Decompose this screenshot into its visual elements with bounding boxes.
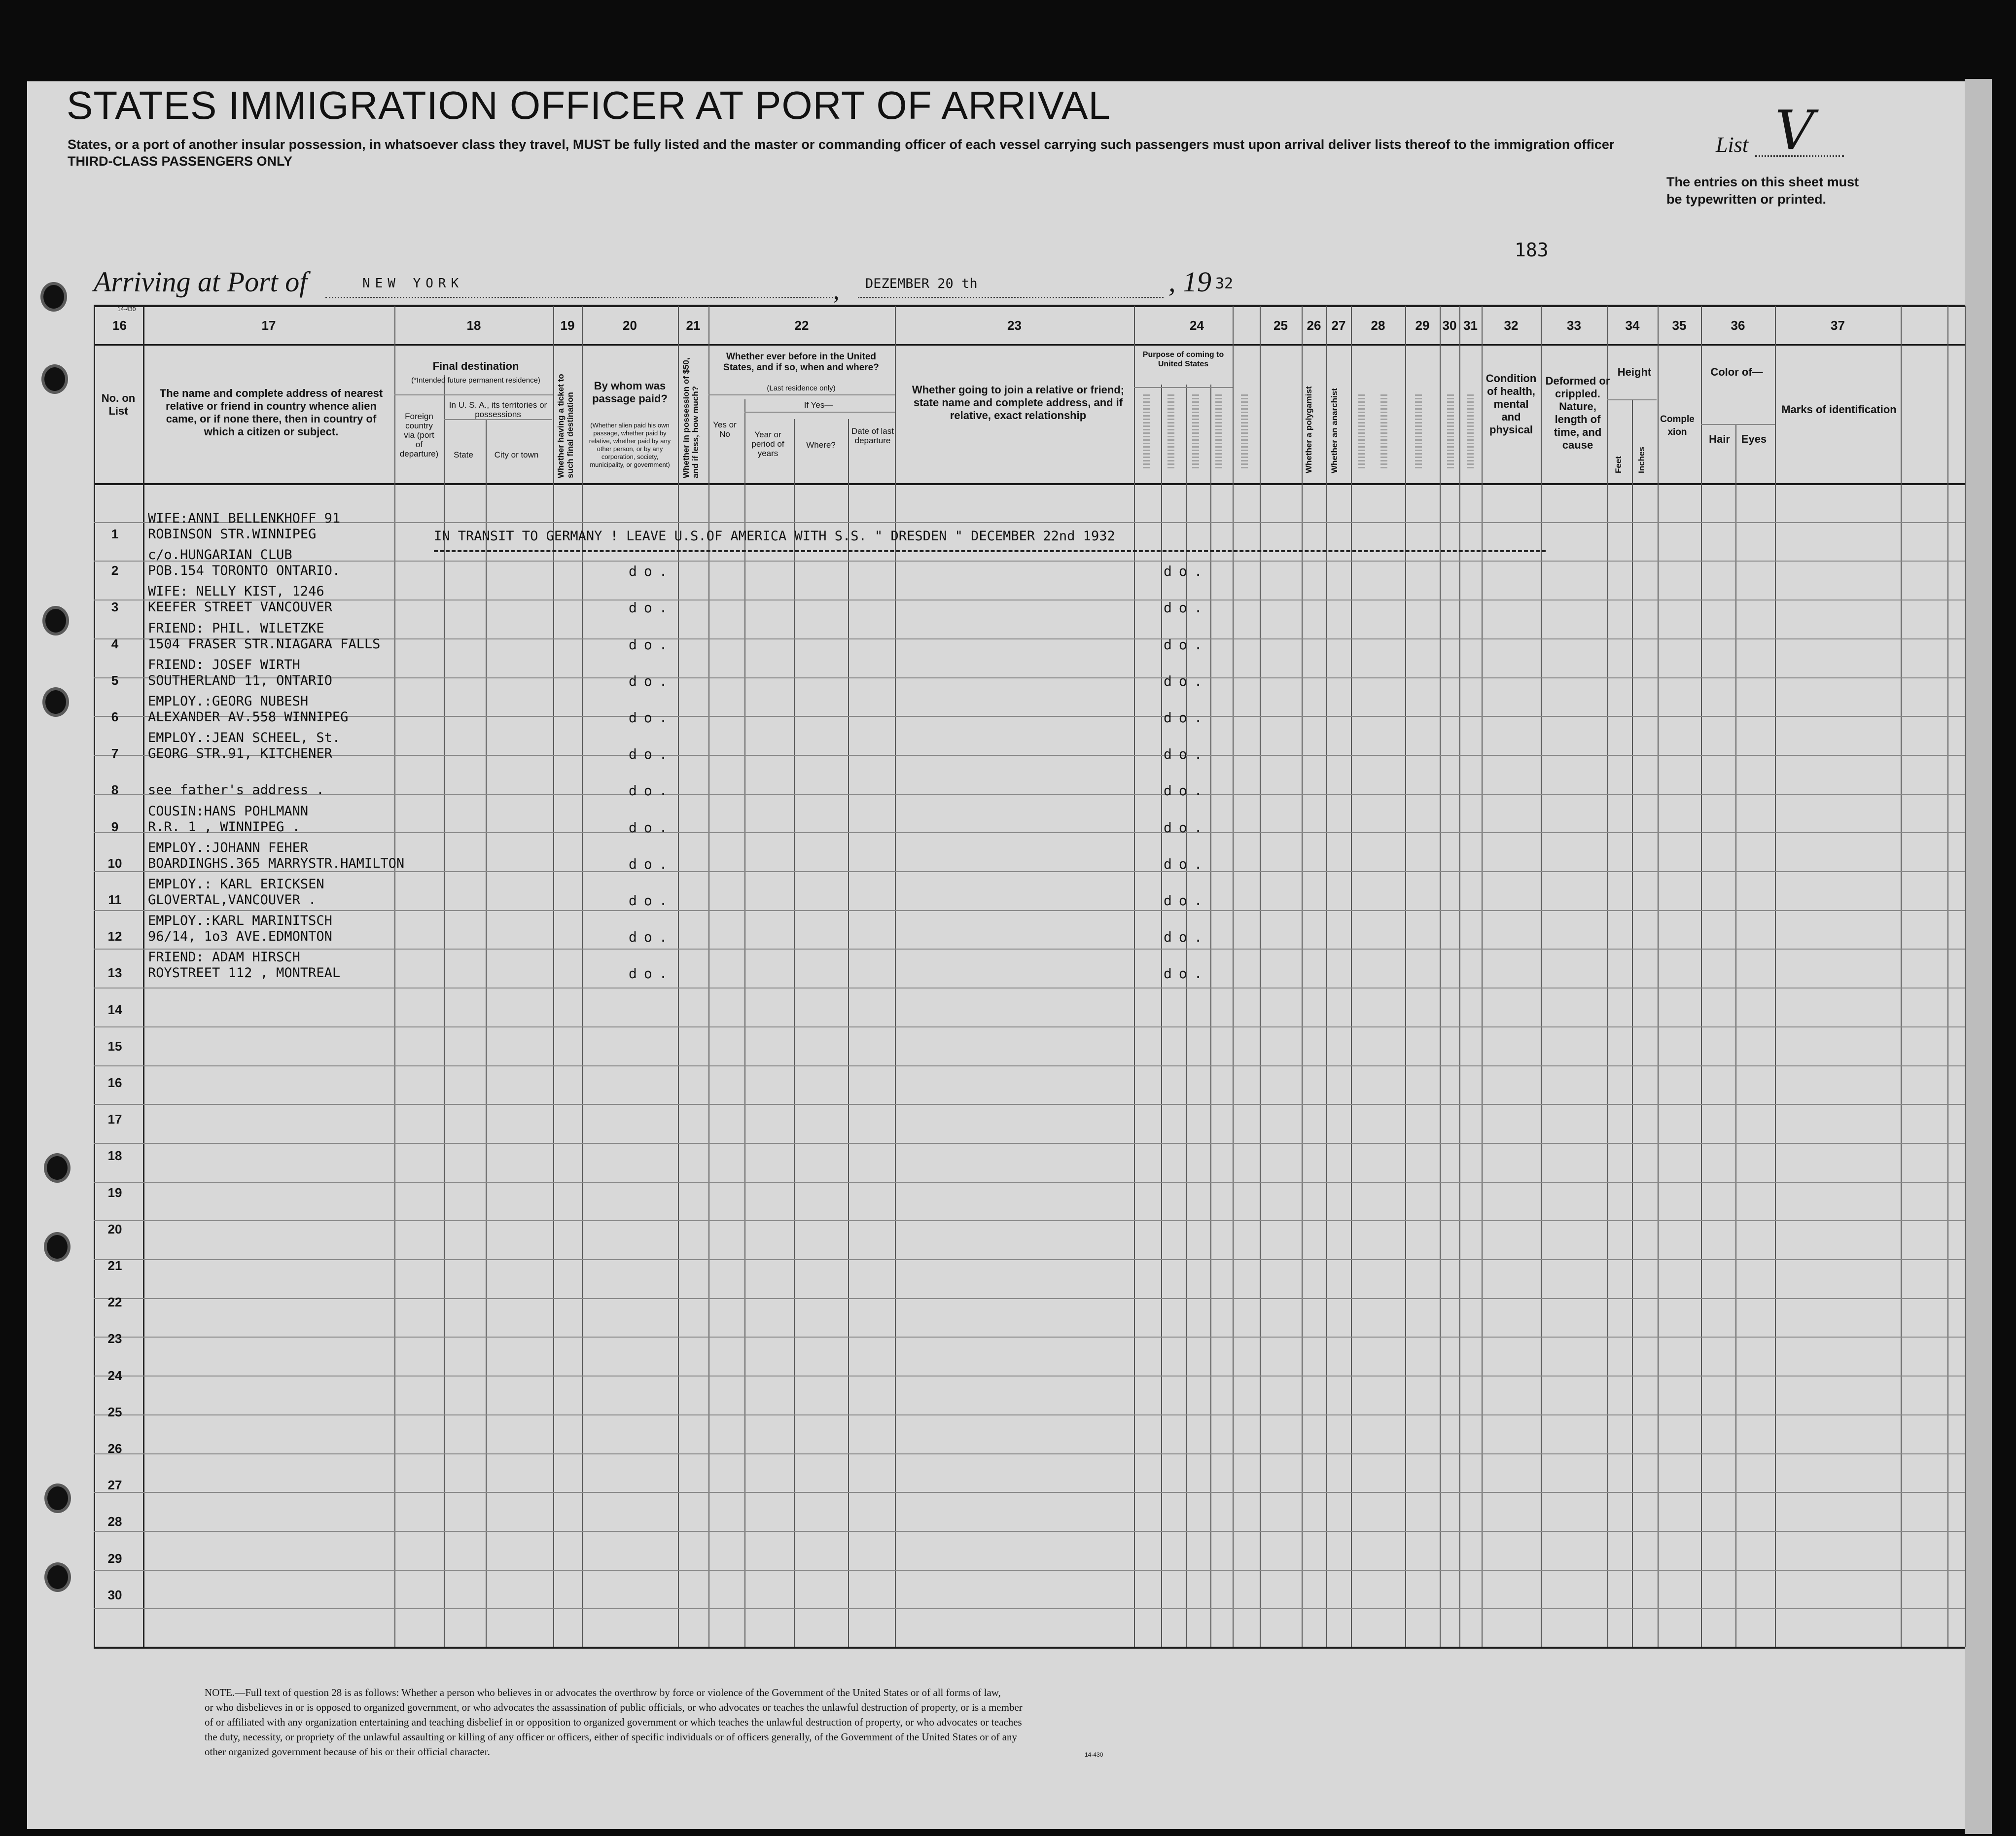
relative-address-line: SOUTHERLAND 11, ONTARIO [148, 672, 332, 688]
row-rule [94, 1570, 1965, 1571]
relative-address-line: 1504 FRASER STR.NIAGARA FALLS [148, 636, 381, 652]
question-text-stub [1415, 394, 1422, 468]
row-rule [94, 522, 1965, 523]
punch-hole-icon [44, 367, 65, 391]
row-number: 24 [107, 1368, 122, 1383]
col22-years: Year or period of years [751, 430, 784, 458]
row-rule [94, 988, 1965, 989]
sub-column-rule [444, 375, 445, 1647]
year-prefix-text: 19 [1183, 266, 1211, 298]
passenger-class: THIRD-CLASS PASSENGERS ONLY [68, 154, 293, 169]
table-top-rule [94, 305, 1965, 307]
ditto-mark: do. [1164, 929, 1209, 946]
ditto-mark: do. [1164, 746, 1209, 763]
ditto-mark: do. [629, 600, 674, 616]
list-number: V [1775, 99, 1814, 162]
row-rule [94, 1104, 1965, 1105]
column-number: 23 [1007, 318, 1022, 333]
col18-state: State [454, 450, 473, 459]
col27-header: Whether an anarchist [1330, 388, 1339, 473]
port-value: NEW YORK [362, 276, 464, 291]
col22-ifyes: If Yes— [804, 400, 833, 410]
row-number: 6 [111, 709, 119, 724]
row-rule [94, 1182, 1965, 1183]
ditto-mark: do. [1164, 965, 1209, 982]
sub-column-rule [486, 419, 487, 1647]
col34-inches: Inches [1637, 447, 1646, 473]
arriving-label: Arriving at Port of [94, 266, 308, 298]
row-number: 10 [107, 855, 122, 871]
row-number: 20 [107, 1221, 122, 1236]
row-rule [94, 1376, 1965, 1377]
column-number: 30 [1442, 318, 1457, 333]
column-rule [394, 306, 395, 1647]
col16-header: No. on List [101, 392, 136, 417]
header-sub-rule [1134, 387, 1233, 388]
relative-address-line: c/o.HUNGARIAN CLUB [148, 547, 292, 563]
date-value: DEZEMBER 20 th [865, 276, 978, 291]
row-number: 18 [107, 1148, 122, 1164]
col22-yesno: Yes or No [713, 420, 737, 439]
column-rule [553, 306, 554, 1647]
column-rule [1607, 306, 1608, 1647]
col22-where: Where? [806, 440, 836, 450]
footnote: NOTE.—Full text of question 28 is as follows: Whether a person who believes in or advocates the overthrow by force or violence of the Government of the United States or of all forms of law, or who disbelieves in or is opposed to organized government, or who advocates the assassination of public officials, or who advocates or teaches the unlawful destruction of property, or is a member of or affiliated with any organization entertaining and teaching disbelief in or opposition to organized government or which teaches the unlawful destruction of property, or who advocates or teaches the duty, necessity, or propriety of the unlawful assaulting or killing of any officer or officers, either of specific individuals or of officers generally, of the Government of the United States or of any other organized government because of his or their official character. [205, 1687, 1023, 1758]
column-rule [582, 306, 583, 1647]
relative-address-line: EMPLOY.:GEORG NUBESH [148, 694, 309, 709]
relative-address-line: EMPLOY.:JOHANN FEHER [148, 840, 309, 855]
relative-address-line: see father's address . [148, 782, 324, 798]
row-rule [94, 871, 1965, 872]
relative-address-line: ROYSTREET 112 , MONTREAL [148, 965, 341, 981]
col22-date: Date of last departure [851, 426, 894, 445]
column-rule [143, 306, 144, 1647]
row-rule [94, 677, 1965, 678]
row-rule [94, 910, 1965, 911]
row-rule [94, 949, 1965, 950]
relative-address-line: GLOVERTAL,VANCOUVER . [148, 892, 317, 908]
row-rule [94, 1414, 1965, 1415]
column-number: 26 [1307, 318, 1321, 333]
question-text-stub [1358, 394, 1365, 468]
punch-hole-icon [47, 1235, 68, 1259]
page-title: STATES IMMIGRATION OFFICER AT PORT OF ARRIVAL [67, 83, 1111, 127]
row-rule [94, 1453, 1965, 1454]
row-number: 29 [107, 1551, 122, 1566]
row-number: 26 [107, 1441, 122, 1456]
column-rule [1901, 306, 1902, 1647]
col37-header: Marks of identification [1781, 403, 1897, 416]
ditto-mark: do. [1164, 672, 1209, 689]
relative-address-line: GEORG STR.91, KITCHENER [148, 746, 332, 762]
column-rule [1351, 306, 1352, 1647]
col22-header: Whether ever before in the United States, and if so, when and where? [723, 352, 879, 373]
colnum-rule [94, 344, 1965, 346]
column-rule [1233, 306, 1234, 1647]
col36-header: Color of— [1710, 366, 1763, 378]
column-number: 17 [261, 318, 276, 333]
row-rule [94, 1259, 1965, 1260]
column-number: 31 [1463, 318, 1478, 333]
header-bottom-rule [94, 483, 1965, 485]
row-rule [94, 1337, 1965, 1338]
question-text-stub [1380, 394, 1387, 468]
row-number: 7 [111, 746, 119, 761]
column-rule [1440, 306, 1441, 1647]
col20-note: (Whether alien paid his own passage, whether paid by relative, whether paid by any other person, or by any corporation, society, municipality, or government) [589, 422, 671, 468]
row-rule [94, 1026, 1965, 1027]
col22-note: (Last residence only) [767, 384, 836, 392]
row-number: 22 [107, 1295, 122, 1310]
row-rule [94, 794, 1965, 795]
column-number: 32 [1504, 318, 1519, 333]
relative-address-line: WIFE: NELLY KIST, 1246 [148, 584, 324, 600]
column-number: 34 [1625, 318, 1640, 333]
col19-header: Whether having a ticket to such final destination [556, 374, 575, 478]
header-sub-rule [444, 419, 552, 420]
question-text-stub [1167, 394, 1174, 468]
column-rule [1658, 306, 1659, 1647]
row-rule [94, 1298, 1965, 1299]
column-number: 16 [112, 318, 127, 333]
row-rule [94, 1143, 1965, 1144]
ditto-mark: do. [1164, 636, 1209, 653]
ditto-mark: do. [629, 563, 674, 580]
ditto-mark: do. [1164, 782, 1209, 799]
ditto-mark: do. [629, 929, 674, 946]
column-rule [1326, 306, 1327, 1647]
punch-hole-icon [47, 1486, 68, 1510]
row-number: 21 [107, 1258, 122, 1273]
punch-hole-icon [43, 285, 64, 309]
transit-underline [434, 550, 1546, 552]
header-sub-rule [1607, 399, 1657, 400]
header-sub-rule [1701, 424, 1775, 425]
header-sub-rule [394, 394, 553, 395]
sub-column-rule [1735, 424, 1736, 1647]
ditto-mark: do. [1164, 600, 1209, 616]
ditto-mark: do. [629, 819, 674, 836]
row-rule [94, 1065, 1965, 1066]
year-prefix: , 19 [1168, 266, 1211, 298]
ditto-mark: do. [1164, 563, 1209, 580]
date-line [858, 297, 1164, 298]
col36-eyes: Eyes [1741, 433, 1767, 445]
col34-header: Height [1617, 366, 1652, 378]
punch-hole-icon [47, 1156, 68, 1180]
row-rule [94, 561, 1965, 562]
row-number: 16 [107, 1075, 122, 1090]
header-sub-rule [708, 394, 895, 395]
col26-header: Whether a polygamist [1304, 386, 1313, 473]
col18-header: Final destination [432, 360, 519, 372]
column-number: 24 [1190, 318, 1204, 333]
row-number: 2 [111, 563, 119, 578]
relative-address-line: EMPLOY.:JEAN SCHEEL, St. [148, 730, 341, 746]
row-rule [94, 1492, 1965, 1493]
col20-header: By whom was passage paid? [592, 380, 668, 405]
row-rule [94, 1531, 1965, 1532]
subtitle: States, or a port of another insular possession, in whatsoever class they travel, MUST be fully listed and the master or commanding officer of each vessel carrying such passengers must upon arrival deliver lists thereof to the immigration officer [68, 137, 1615, 152]
entries-note-line: The entries on this sheet must [1666, 175, 1859, 189]
col36-hair: Hair [1709, 433, 1730, 445]
row-rule [94, 1220, 1965, 1221]
col34-feet: Feet [1614, 456, 1623, 473]
form-code: 14-430 [117, 306, 136, 313]
column-rule [1134, 306, 1135, 1647]
column-number: 19 [560, 318, 575, 333]
row-number: 9 [111, 819, 119, 834]
row-number: 1 [111, 527, 119, 541]
row-number: 19 [107, 1185, 122, 1200]
row-number: 12 [107, 929, 122, 944]
punch-hole-icon [45, 609, 66, 633]
col18-city: City or town [494, 450, 539, 459]
relative-address-line: COUSIN:HANS POHLMANN [148, 803, 309, 819]
relative-address-line: ALEXANDER AV.558 WINNIPEG [148, 709, 349, 725]
col17-header: The name and complete address of nearest relative or friend in country whence alien came, or if none there, then in country of which a citizen or subject. [159, 387, 383, 438]
ditto-mark: do. [629, 855, 674, 872]
relative-address-line: R.R. 1 , WINNIPEG . [148, 819, 300, 835]
relative-address-line: EMPLOY.: KARL ERICKSEN [148, 877, 324, 892]
column-rule [1541, 306, 1542, 1647]
column-rule [678, 306, 679, 1647]
col32-header: Condition of health, mental and physical [1485, 372, 1537, 436]
column-rule [1965, 306, 1966, 1647]
column-rule [1260, 306, 1261, 1647]
transit-note: IN TRANSIT TO GERMANY ! LEAVE U.S.OF AMERICA WITH S.S. " DRESDEN " DECEMBER 22nd 1932 [434, 529, 1115, 544]
sub-column-rule [1632, 399, 1633, 1647]
col18-foreign: Foreign country via (port of departure) [399, 412, 439, 459]
question-text-stub [1467, 394, 1474, 468]
port-line [325, 297, 833, 298]
column-number: 22 [794, 318, 809, 333]
relative-address-line: WIFE:ANNI BELLENKHOFF 91 [148, 511, 341, 526]
sheet-number: 183 [1515, 239, 1549, 261]
row-number: 27 [107, 1478, 122, 1493]
sub-column-rule [848, 419, 849, 1647]
ditto-mark: do. [629, 746, 674, 763]
form-code-bottom: 14-430 [1085, 1751, 1103, 1758]
row-number: 25 [107, 1404, 122, 1419]
sub-column-rule [1210, 385, 1211, 1647]
row-number: 23 [107, 1331, 122, 1346]
relative-address-line: 96/14, 1o3 AVE.EDMONTON [148, 929, 332, 945]
question-text-stub [1241, 394, 1248, 468]
row-number: 4 [111, 636, 119, 651]
year-suffix: 32 [1215, 275, 1234, 292]
row-number: 13 [107, 965, 122, 981]
ditto-mark: do. [629, 636, 674, 653]
ditto-mark: do. [1164, 892, 1209, 909]
row-number: 3 [111, 600, 119, 615]
row-rule [94, 832, 1965, 833]
sub-column-rule [794, 419, 795, 1647]
column-number: 36 [1731, 318, 1745, 333]
header-sub-rule [744, 412, 895, 413]
col18-note: (*Intended future permanent residence) [411, 376, 540, 385]
relative-address-line: POB.154 TORONTO ONTARIO. [148, 563, 341, 579]
ditto-mark: do. [629, 965, 674, 982]
column-number: 37 [1831, 318, 1845, 333]
ditto-mark: do. [1164, 819, 1209, 836]
row-rule [94, 716, 1965, 717]
column-number: 27 [1331, 318, 1346, 333]
column-rule [1405, 306, 1406, 1647]
col35-header: Complexion [1660, 414, 1695, 437]
ditto-mark: do. [629, 709, 674, 726]
column-number: 20 [623, 318, 637, 333]
row-number: 11 [108, 892, 122, 907]
column-number: 28 [1371, 318, 1385, 333]
column-rule [1701, 306, 1702, 1647]
column-rule [708, 306, 709, 1647]
col24-header: Purpose of coming to United States [1142, 351, 1224, 368]
column-rule [895, 306, 896, 1647]
sub-column-rule [744, 399, 745, 1647]
question-text-stub [1143, 394, 1150, 468]
column-number: 35 [1672, 318, 1687, 333]
column-number: 33 [1567, 318, 1581, 333]
question-text-stub [1215, 394, 1222, 468]
row-number: 28 [107, 1514, 122, 1529]
list-label: List [1716, 133, 1749, 157]
relative-address-line: BOARDINGHS.365 MARRYSTR.HAMILTON [148, 855, 405, 871]
ditto-mark: do. [1164, 855, 1209, 872]
relative-address-line: FRIEND: JOSEF WIRTH [148, 657, 300, 672]
sub-column-rule [1161, 385, 1162, 1647]
col33-header: Deformed or crippled. Nature, length of time, and cause [1545, 375, 1610, 451]
manifest-sheet [27, 81, 1981, 1829]
punch-hole-icon [45, 690, 66, 714]
column-number: 18 [466, 318, 481, 333]
column-rule [1775, 306, 1776, 1647]
ditto-mark: do. [629, 672, 674, 689]
row-number: 5 [111, 672, 119, 688]
column-rule [1482, 306, 1483, 1647]
relative-address-line: EMPLOY.:KARL MARINITSCH [148, 913, 332, 929]
entries-note-line: be typewritten or printed. [1666, 192, 1827, 207]
row-number: 8 [111, 782, 119, 798]
column-rule [1459, 306, 1460, 1647]
ditto-mark: do. [629, 782, 674, 799]
column-rule [1302, 306, 1303, 1647]
sub-column-rule [1947, 306, 1948, 1647]
relative-address-line: FRIEND: ADAM HIRSCH [148, 950, 300, 965]
ditto-mark: do. [1164, 709, 1209, 726]
row-number: 14 [107, 1002, 122, 1017]
row-number: 17 [107, 1112, 122, 1127]
column-number: 29 [1415, 318, 1430, 333]
col23-header: Whether going to join a relative or friend; state name and complete address, and if relative, exact relationship [912, 384, 1125, 422]
col21-header: Whether in possession of $50, and if less, how much? [681, 357, 700, 478]
comma: , [833, 277, 840, 304]
row-number: 30 [107, 1587, 122, 1602]
column-number: 25 [1273, 318, 1288, 333]
question-text-stub [1447, 394, 1454, 468]
row-rule [94, 755, 1965, 756]
row-number: 15 [107, 1038, 122, 1054]
sheet-edge [1965, 79, 1992, 1834]
list-line [1755, 155, 1844, 157]
entries-note [1666, 174, 1859, 208]
col18-usa: In U. S. A., its territories or possessions [449, 400, 547, 419]
row-rule [94, 1608, 1965, 1609]
table-bottom-rule [94, 1647, 1965, 1649]
question-text-stub [1192, 394, 1199, 468]
ditto-mark: do. [629, 892, 674, 909]
relative-address-line: KEEFER STREET VANCOUVER [148, 600, 332, 615]
relative-address-line: ROBINSON STR.WINNIPEG [148, 527, 317, 542]
punch-hole-icon [47, 1565, 68, 1589]
column-number: 21 [686, 318, 701, 333]
relative-address-line: FRIEND: PHIL. WILETZKE [148, 620, 324, 636]
